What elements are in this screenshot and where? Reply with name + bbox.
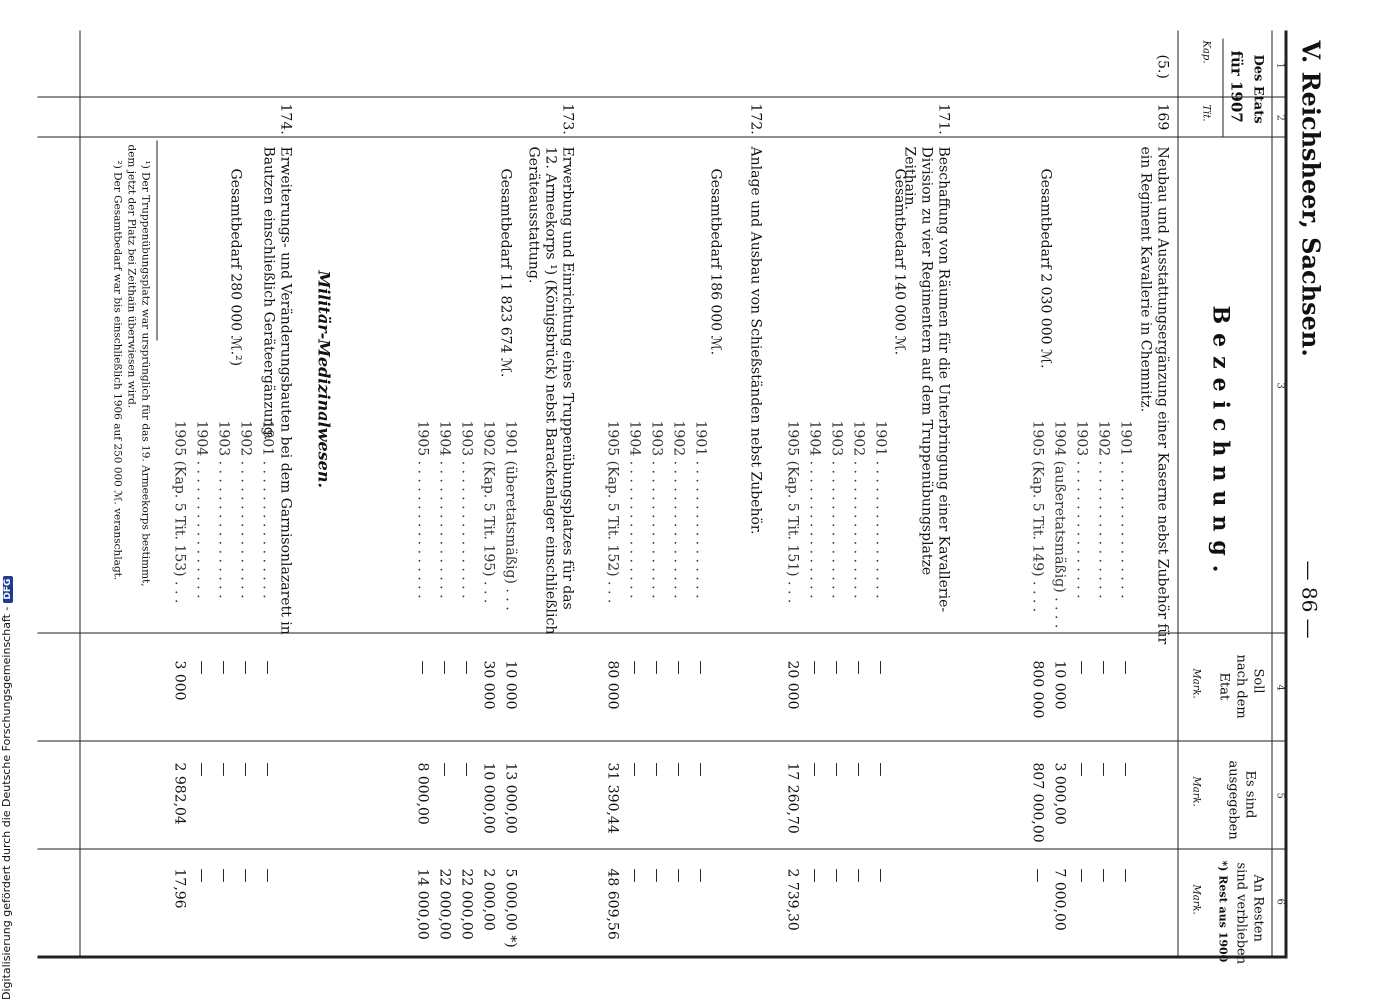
year-label: 1904 . . . . . . . . . . . . . . . .	[436, 420, 452, 599]
column-number: 6	[1274, 898, 1285, 905]
year-label: 1903 . . . . . . . . . . . . . . . .	[828, 420, 844, 599]
rest-value: —	[850, 868, 866, 882]
top-rule	[1284, 30, 1287, 955]
ausgegeben-value: —	[215, 762, 231, 776]
column-number: 2	[1274, 114, 1285, 121]
year-label: 1901 . . . . . . . . . . . . . . . .	[259, 420, 275, 599]
digitization-credit-text: Digitalisierung gefördert durch die Deutsche Forschungsgemeinschaft -	[0, 606, 13, 1000]
kap-number: (5.)	[1154, 54, 1170, 79]
entry-description: Neubau und Ausstattungsergänzung einer Kaserne nebst Zubehör für	[1154, 146, 1170, 644]
year-label: 1905 (Kap. 5 Tit. 149) . . . .	[1029, 420, 1045, 612]
col-rule-soll	[37, 740, 1287, 741]
ausgegeben-value: —	[670, 762, 686, 776]
year-label: 1903 . . . . . . . . . . . . . . . .	[1073, 420, 1089, 599]
rest-value: —	[237, 868, 253, 882]
header-bottom-rule	[1177, 30, 1178, 955]
soll-value: —	[193, 660, 209, 674]
entry-description: Erwerbung und Einrichtung eines Truppenübungsplatzes für das	[559, 146, 575, 610]
soll-value: —	[237, 660, 253, 674]
year-label: 1902 . . . . . . . . . . . . . . . .	[670, 420, 686, 599]
rest-value: —	[806, 868, 822, 882]
gesamtbedarf: Gesamtbedarf 280 000 ℳ.²)	[227, 168, 243, 366]
soll-value: 30 000	[480, 660, 496, 709]
year-label: 1902 . . . . . . . . . . . . . . . .	[850, 420, 866, 599]
page-title: V. Reichsheer, Sachsen.	[1296, 40, 1325, 357]
entry-description: Beschaffung von Räumen für die Unterbringung einer Kavallerie-	[935, 146, 951, 612]
ausgegeben-value: —	[626, 762, 642, 776]
entry-description: ein Regiment Kavallerie in Chemnitz.	[1137, 146, 1153, 412]
ausgegeben-value: 10 000,00	[480, 762, 496, 834]
col-rule-bez	[37, 632, 1287, 633]
rest-value: 48 609,56	[604, 868, 620, 940]
rest-value: 5 000,00 *)	[502, 868, 518, 948]
entry-description: Geräteausstattung.	[525, 146, 541, 283]
soll-value: —	[850, 660, 866, 674]
year-label: 1901 . . . . . . . . . . . . . . . .	[692, 420, 708, 599]
gesamtbedarf: Gesamtbedarf 140 000 ℳ.	[891, 168, 907, 355]
year-label: 1904 . . . . . . . . . . . . . . . .	[193, 420, 209, 599]
soll-value: 800 000	[1029, 660, 1045, 718]
soll-value: —	[692, 660, 708, 674]
ausgegeben-value: —	[850, 762, 866, 776]
soll-value: —	[436, 660, 452, 674]
year-label: 1903 . . . . . . . . . . . . . . . .	[648, 420, 664, 599]
year-label: 1902 (Kap. 5 Tit. 195) . . .	[480, 420, 496, 603]
footnote: dem jetzt der Platz bei Zeithain überwiesen wird.	[125, 144, 137, 408]
section-heading: Militär-Medizinalwesen.	[314, 270, 333, 488]
soll-value: 3 000	[171, 660, 187, 701]
rest-value: —	[1095, 868, 1111, 882]
entry-description: Anlage und Ausbau von Schießständen nebst Zubehör.	[747, 146, 763, 535]
bezeichnung-header: Bezeichnung.	[1207, 305, 1233, 581]
column-number: 3	[1274, 382, 1285, 389]
ausg-unit: Mark.	[1190, 776, 1201, 807]
soll-value: —	[806, 660, 822, 674]
rest-value: 14 000,00	[414, 868, 430, 940]
rest-value: 7 000,00	[1051, 868, 1067, 931]
gesamtbedarf: Gesamtbedarf 11 823 674 ℳ.	[497, 168, 513, 377]
soll-value: 10 000	[1051, 660, 1067, 709]
entry-description: Erweiterungs- und Veränderungsbauten bei dem Garnisonlazarett in	[277, 146, 293, 635]
soll-value: —	[828, 660, 844, 674]
rest-value: —	[215, 868, 231, 882]
col-rule-tit	[37, 136, 1287, 137]
rest-value: 22 000,00	[458, 868, 474, 940]
soll-value: 80 000	[604, 660, 620, 709]
ausgegeben-value: 3 000,00	[1051, 762, 1067, 825]
ausgegeben-value: —	[1073, 762, 1089, 776]
ausgegeben-value: 13 000,00	[502, 762, 518, 834]
year-label: 1901 . . . . . . . . . . . . . . . .	[872, 420, 888, 599]
rest-value: —	[670, 868, 686, 882]
year-label: 1905 (Kap. 5 Tit. 153) . . .	[171, 420, 187, 603]
ausgegeben-value: 31 390,44	[604, 762, 620, 834]
soll-value: —	[458, 660, 474, 674]
ausgegeben-value: 807 000,00	[1029, 762, 1045, 843]
footnote-rule	[156, 140, 157, 340]
year-label: 1905 (Kap. 5 Tit. 152) . . .	[604, 420, 620, 603]
rest-value: —	[1073, 868, 1089, 882]
year-label: 1905 (Kap. 5 Tit. 151) . . .	[784, 420, 800, 603]
gesamtbedarf: Gesamtbedarf 186 000 ℳ.	[707, 168, 723, 355]
soll-header: Etat	[1216, 672, 1231, 700]
gesamtbedarf: Gesamtbedarf 2 030 000 ℳ.	[1037, 168, 1053, 368]
column-number: 4	[1274, 684, 1285, 691]
soll-value: —	[1095, 660, 1111, 674]
column-number: 1	[1274, 62, 1285, 69]
entry-description: 12. Armeekorps ¹) (Königsbrück) nebst Barackenlager einschließlich	[542, 146, 558, 634]
col-rule-ausg	[37, 848, 1287, 849]
tit-number: 169	[1154, 103, 1170, 130]
tit-number: 172.	[747, 103, 763, 135]
etat-rule	[1222, 38, 1223, 136]
rest-value: —	[626, 868, 642, 882]
rest-value: 22 000,00	[436, 868, 452, 940]
rest-value: —	[259, 868, 275, 882]
year-label: 1901 . . . . . . . . . . . . . . . .	[1117, 420, 1133, 599]
ausgegeben-value: —	[237, 762, 253, 776]
bottom-rule	[79, 30, 80, 955]
rest-value: —	[828, 868, 844, 882]
ausgegeben-value: 2 982,04	[171, 762, 187, 825]
ausgegeben-value: —	[259, 762, 275, 776]
soll-value: —	[215, 660, 231, 674]
col-rule-kap	[37, 96, 1287, 97]
ausgegeben-value: —	[436, 762, 452, 776]
page-number: — 86 —	[1297, 560, 1321, 639]
rest-value: 2 000,00	[480, 868, 496, 931]
soll-header: nach dem	[1233, 654, 1248, 719]
ausg-header: ausgegeben	[1225, 760, 1240, 840]
rest-value: —	[1029, 868, 1045, 882]
rest-header: An Resten	[1250, 874, 1265, 942]
ausgegeben-value: —	[1117, 762, 1133, 776]
rest-header: sind verblieben	[1233, 862, 1248, 964]
tit-number: 173.	[559, 103, 575, 135]
year-label: 1902 . . . . . . . . . . . . . . . .	[1095, 420, 1111, 599]
year-label: 1904 (außeretatsmäßig) . . . .	[1051, 420, 1067, 628]
footnote: ¹) Der Truppenübungsplatz war ursprünglich für das 19. Armeekorps bestimmt,	[139, 160, 151, 587]
soll-value: —	[1073, 660, 1089, 674]
rest-value: —	[1117, 868, 1133, 882]
soll-value: —	[414, 660, 430, 674]
year-label: 1903 . . . . . . . . . . . . . . . .	[458, 420, 474, 599]
rest-value: —	[692, 868, 708, 882]
ausgegeben-value: —	[193, 762, 209, 776]
soll-unit: Mark.	[1190, 668, 1201, 699]
tit-header: Tit.	[1200, 104, 1211, 122]
col-rule-right	[37, 955, 1287, 958]
soll-value: —	[1117, 660, 1133, 674]
ausgegeben-value: —	[692, 762, 708, 776]
ausgegeben-value: 8 000,00	[414, 762, 430, 825]
rest-value: —	[872, 868, 888, 882]
rest-unit: Mark.	[1190, 884, 1201, 915]
soll-value: —	[872, 660, 888, 674]
column-number-rule	[1271, 30, 1272, 955]
soll-value: 20 000	[784, 660, 800, 709]
soll-header: Soll	[1250, 668, 1265, 694]
ausgegeben-value: —	[828, 762, 844, 776]
ausgegeben-value: —	[1095, 762, 1111, 776]
soll-value: 10 000	[502, 660, 518, 709]
rest-header-note: *) Rest aus 1900	[1216, 860, 1229, 962]
ausgegeben-value: 17 260,70	[784, 762, 800, 834]
rest-value: 2 739,30	[784, 868, 800, 931]
tit-number: 171.	[935, 103, 951, 135]
digitization-credit	[0, 576, 13, 1000]
entry-description: Division zu vier Regimentern auf dem Truppenübungsplatze	[918, 146, 934, 575]
rest-value: —	[648, 868, 664, 882]
ausgegeben-value: —	[648, 762, 664, 776]
ausg-header: Es sind	[1242, 770, 1257, 818]
soll-value: —	[259, 660, 275, 674]
soll-value: —	[626, 660, 642, 674]
year-label: 1902 . . . . . . . . . . . . . . . .	[237, 420, 253, 599]
year-label: 1903 . . . . . . . . . . . . . . . .	[215, 420, 231, 599]
entry-description: Zeithain.	[901, 146, 917, 210]
year-label: 1904 . . . . . . . . . . . . . . . .	[626, 420, 642, 599]
etat-label: Des Etats	[1250, 54, 1265, 124]
tit-number: 174.	[277, 103, 293, 135]
year-label: 1904 . . . . . . . . . . . . . . . .	[806, 420, 822, 599]
footnote: ²) Der Gesamtbedarf war bis einschließlich 1906 auf 250 000 ℳ. veranschlagt.	[111, 160, 123, 580]
ausgegeben-value: —	[458, 762, 474, 776]
soll-value: —	[648, 660, 664, 674]
kap-header: Kap.	[1200, 40, 1211, 64]
rest-value: 17,96	[171, 868, 187, 909]
column-number: 5	[1274, 792, 1285, 799]
etat-year-label: für 1907	[1227, 50, 1245, 123]
dfg-logo: DFG	[3, 576, 13, 603]
ausgegeben-value: —	[872, 762, 888, 776]
year-label: 1905 . . . . . . . . . . . . . . . .	[414, 420, 430, 599]
ausgegeben-value: —	[806, 762, 822, 776]
entry-description: Bautzen einschließlich Geräteergänzung.	[260, 146, 276, 440]
rest-value: —	[193, 868, 209, 882]
soll-value: —	[670, 660, 686, 674]
year-label: 1901 (überetatsmäßig) . . .	[502, 420, 518, 611]
